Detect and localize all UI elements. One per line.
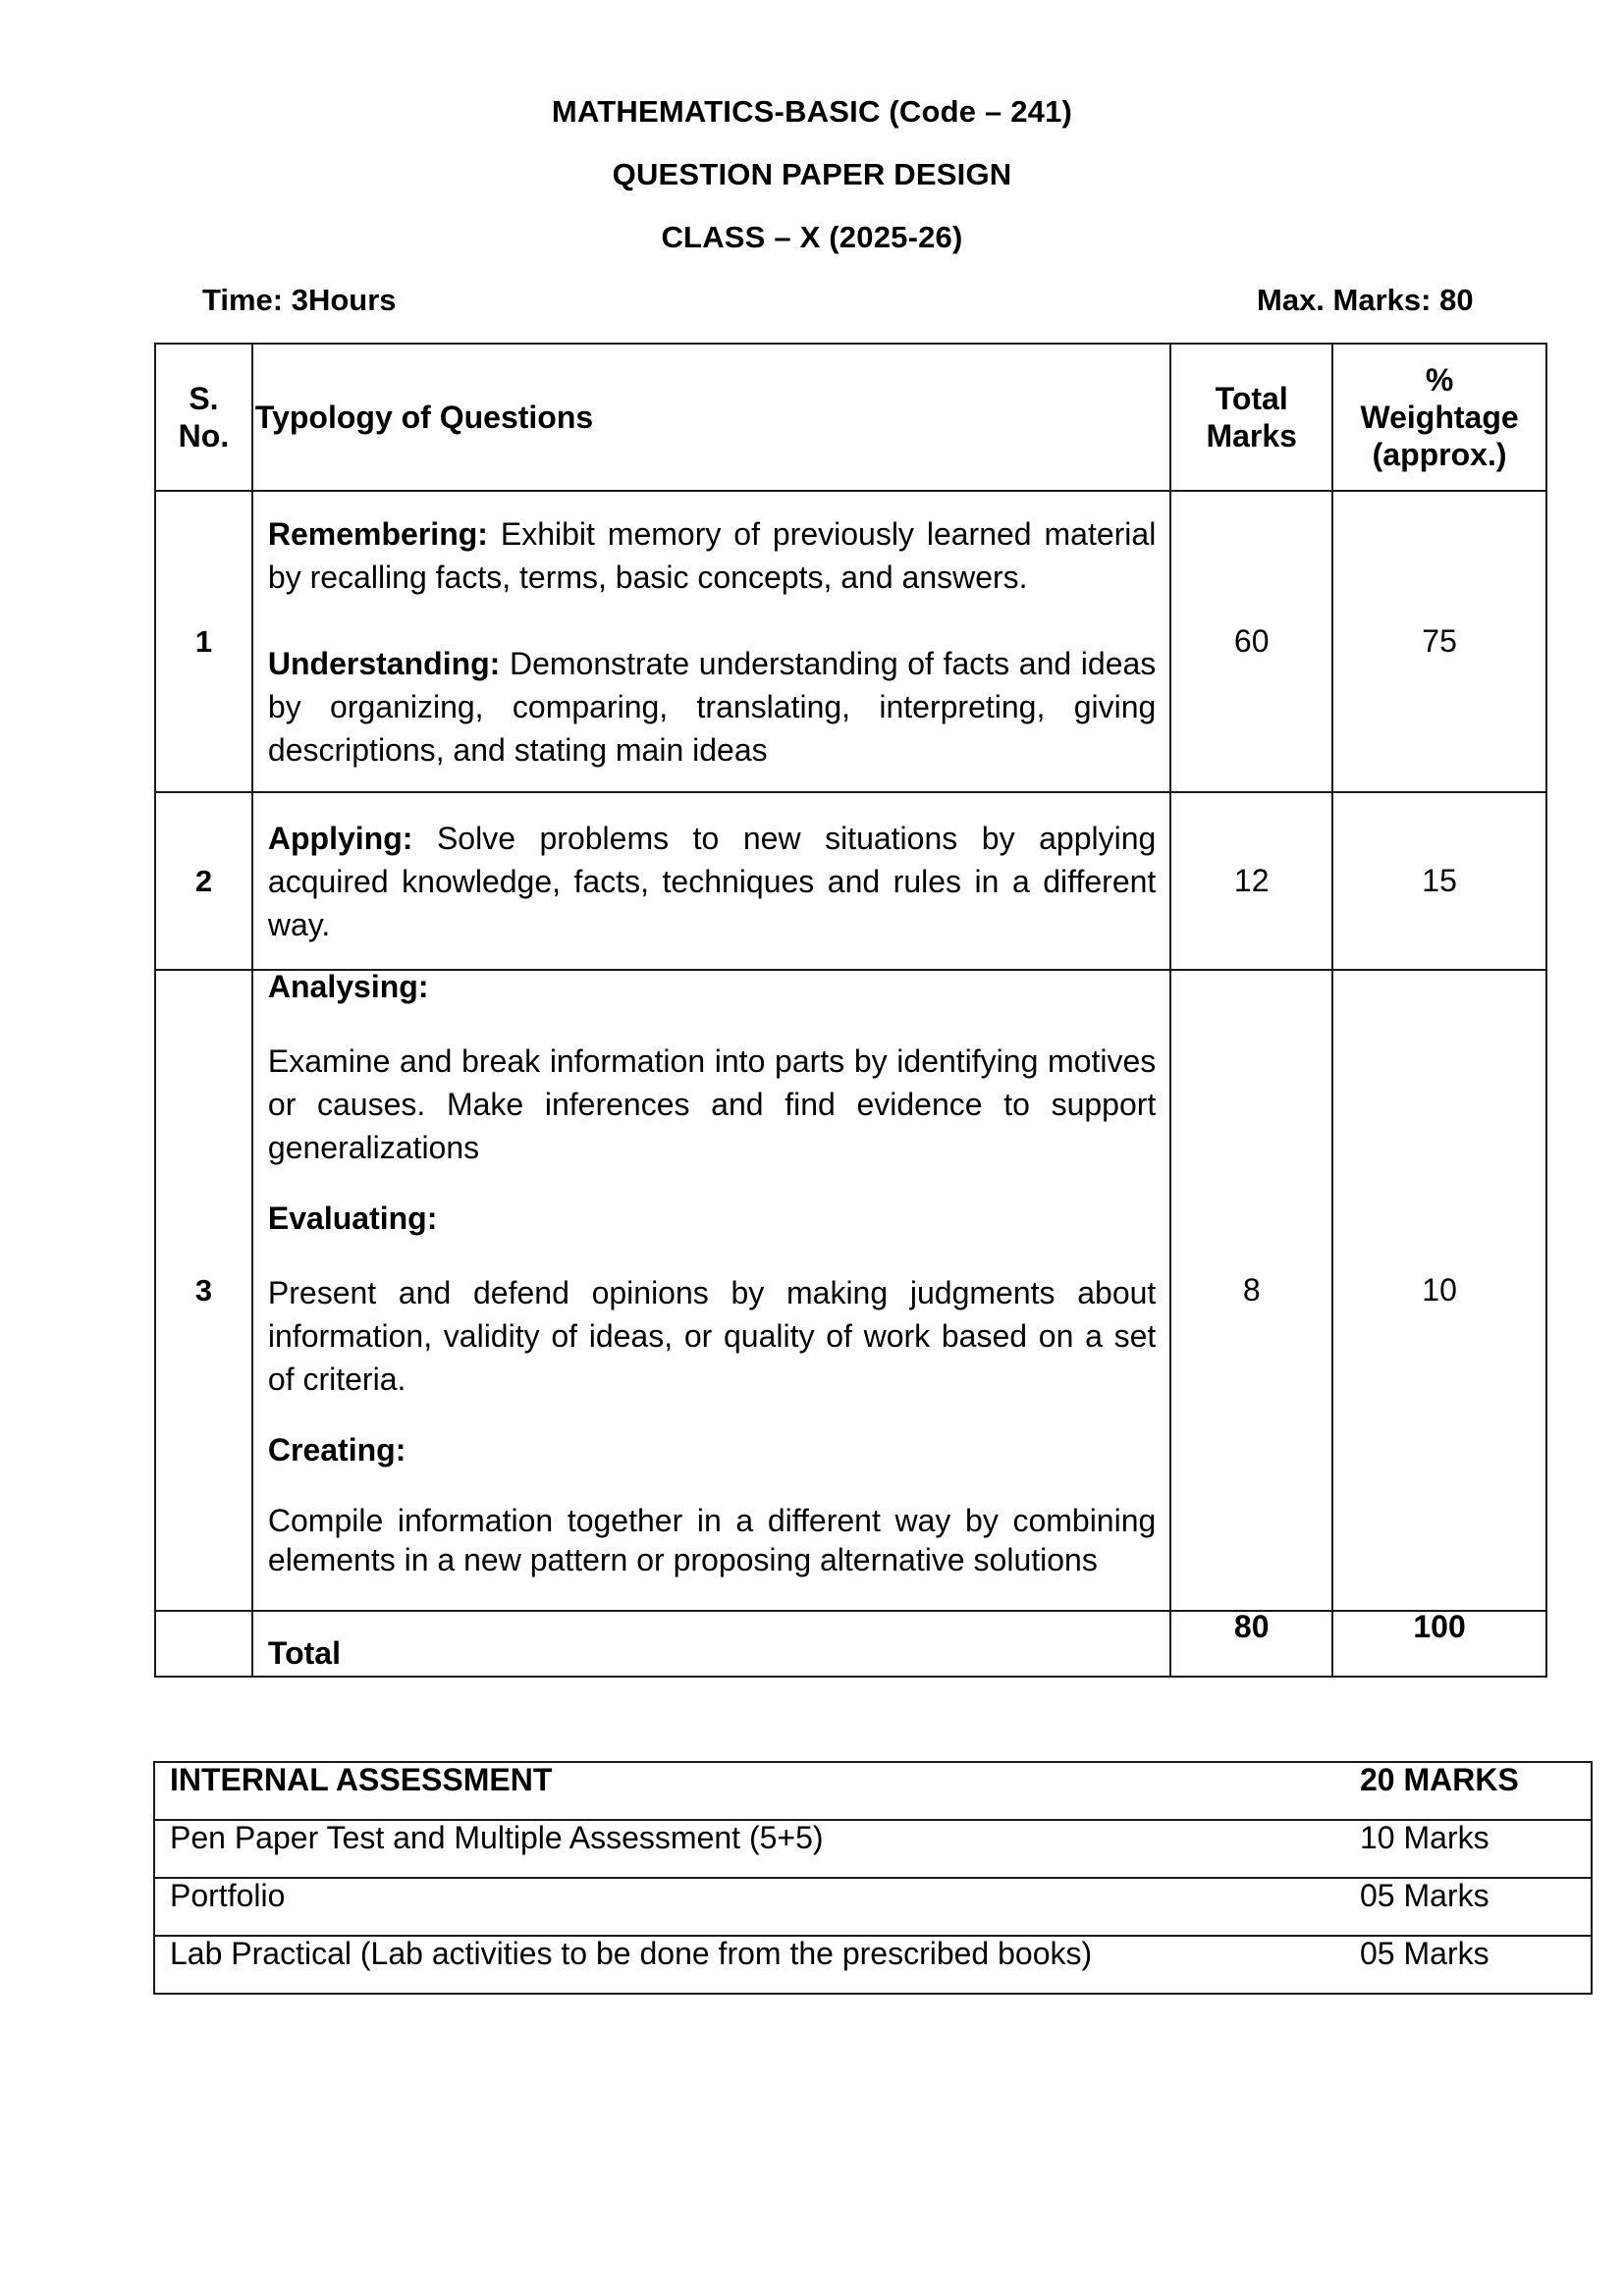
header-sno: S. No.	[155, 344, 252, 491]
total-label: Total	[252, 1611, 1170, 1677]
row-sno: 3	[155, 970, 252, 1611]
header-total-marks: Total Marks	[1170, 344, 1332, 491]
row-sno: 2	[155, 792, 252, 970]
row-typology	[252, 491, 1170, 792]
row-typology	[252, 792, 1170, 970]
internal-assessment-total: 20 MARKS	[1348, 1762, 1592, 1820]
internal-assessment-header	[154, 1762, 1592, 1820]
assessment-row	[154, 1820, 1592, 1878]
max-marks: Max. Marks: 80	[1257, 283, 1474, 317]
typology-heading: Understanding:	[267, 645, 501, 681]
row-total-marks: 8	[1170, 970, 1332, 1611]
row-weightage: 15	[1332, 792, 1546, 970]
document-subtitle: QUESTION PAPER DESIGN	[612, 157, 1012, 191]
typology-text: Present and defend opinions by making judgments about information, validity of ideas, or quality of work based on a set of criteria.	[267, 1275, 1157, 1397]
class-line: CLASS – X (2025-26)	[661, 220, 963, 254]
total-weightage-value: 100	[1332, 1611, 1546, 1677]
row-typology	[252, 970, 1170, 1611]
typology-text: Compile information together in a different way by combining elements in a new pattern or proposing alternative solutions	[267, 1503, 1157, 1577]
assessment-row	[154, 1936, 1592, 1994]
typology-heading: Remembering:	[267, 515, 488, 552]
total-row	[155, 1611, 1546, 1677]
total-marks-value: 80	[1170, 1611, 1332, 1677]
internal-assessment-table	[153, 1761, 1593, 1995]
assessment-label: Portfolio	[154, 1878, 1348, 1936]
question-paper-design-table	[154, 343, 1547, 1678]
assessment-label: Pen Paper Test and Multiple Assessment (5+5)	[154, 1820, 1348, 1878]
assessment-marks: 10 Marks	[1348, 1820, 1592, 1878]
document-title: MATHEMATICS-BASIC (Code – 241)	[551, 94, 1073, 129]
row-weightage: 10	[1332, 970, 1546, 1611]
header-weightage: % Weightage (approx.)	[1332, 344, 1546, 491]
row-weightage: 75	[1332, 491, 1546, 792]
row-total-marks: 60	[1170, 491, 1332, 792]
typology-text: Examine and break information into parts by identifying motives or causes. Make inferences and find evidence to support generalizations	[267, 1043, 1157, 1165]
internal-assessment-title: INTERNAL ASSESSMENT	[154, 1762, 1348, 1820]
row-sno: 1	[155, 491, 252, 792]
total-sno-empty	[155, 1611, 252, 1677]
row-total-marks: 12	[1170, 792, 1332, 970]
header-typology: Typology of Questions	[252, 344, 1170, 491]
typology-text: Exhibit memory of previously learned material by recalling facts, terms, basic concepts, and answers.	[267, 515, 1157, 595]
assessment-label: Lab Practical (Lab activities to be done from the prescribed books)	[154, 1936, 1348, 1994]
assessment-row	[154, 1878, 1592, 1936]
typology-text: Solve problems to new situations by applying acquired knowledge, facts, techniques and rules in a different way.	[267, 820, 1157, 942]
assessment-marks: 05 Marks	[1348, 1878, 1592, 1936]
table-header-row	[155, 344, 1546, 491]
time-allowed: Time: 3Hours	[202, 283, 397, 317]
table-row	[155, 792, 1546, 970]
typology-heading: Evaluating:	[267, 1201, 438, 1236]
table-row	[155, 491, 1546, 792]
typology-heading: Applying:	[267, 820, 413, 856]
typology-text: Demonstrate understanding of facts and ideas by organizing, comparing, translating, interpreting, giving descriptions, and stating main ideas	[267, 645, 1157, 768]
typology-heading: Analysing:	[267, 969, 429, 1004]
assessment-marks: 05 Marks	[1348, 1936, 1592, 1994]
table-row	[155, 970, 1546, 1611]
typology-heading: Creating:	[267, 1432, 406, 1468]
